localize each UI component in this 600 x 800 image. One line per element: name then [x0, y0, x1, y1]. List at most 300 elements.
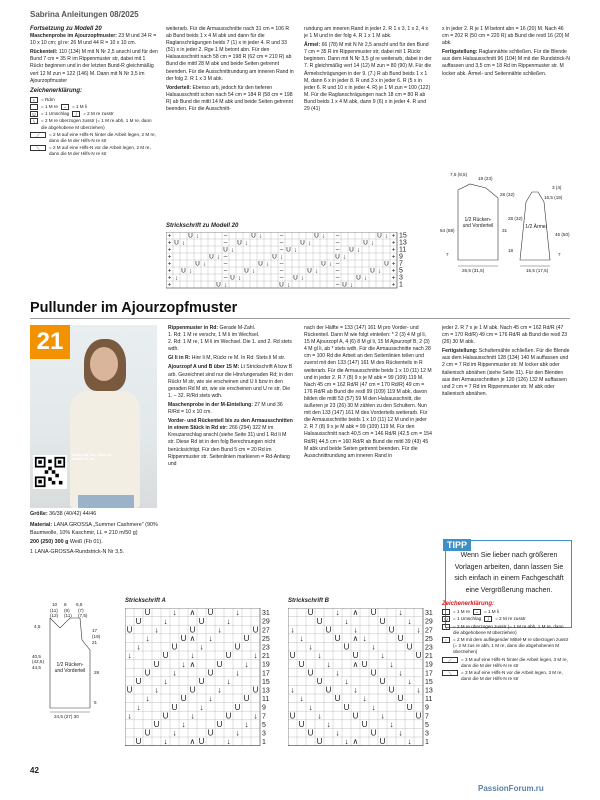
chart-stitch-symbol: ↓ — [154, 685, 159, 695]
chart-stitch-symbol: + — [167, 253, 172, 261]
chart-stitch-symbol: U — [316, 737, 323, 747]
material-line: Material: LANA GROSSA „Summer Cashmere" (90% Baumwolle, 10% Kaschmir, LL = 210 m/50 g) — [30, 522, 158, 536]
chart-stitch-symbol: ↓ — [251, 267, 256, 275]
chart-row-label: 31 — [262, 610, 270, 618]
section-title: Pullunder im Ajourzopfmuster — [30, 300, 238, 316]
chart-stitch-symbol: ↓ — [321, 232, 326, 240]
chart-row-label: 15 — [399, 232, 407, 240]
chart-stitch-symbol: ↓ — [253, 651, 258, 661]
chart-stitch-symbol: U — [272, 253, 277, 261]
chart-stitch-symbol: ∧ — [352, 659, 359, 669]
chart-stitch-symbol: U — [174, 239, 179, 247]
chart-stitch-symbol: U — [406, 702, 413, 712]
chart-stitch-symbol: – — [335, 239, 340, 247]
chart-stitch-symbol: U — [307, 267, 312, 275]
chart-row-label: 29 — [262, 618, 270, 626]
chart-title-b: Strickschrift B — [288, 598, 330, 604]
chart-stitch-symbol: U — [216, 659, 223, 669]
chart-stitch-symbol: ↓ — [216, 253, 221, 261]
chart-stitch-symbol: U — [361, 720, 368, 729]
chart-stitch-symbol: ↓ — [265, 260, 270, 268]
chart-stitch-symbol: U — [198, 616, 205, 626]
chart-stitch-symbol: + — [391, 267, 396, 275]
chart-grid-b — [288, 608, 443, 758]
amount-line: 200 (250) 300 g Weiß (Fb 01). — [30, 539, 103, 546]
chart-stitch-symbol: + — [167, 246, 172, 254]
chart-stitch-symbol: U — [343, 702, 350, 712]
chart-stitch-symbol: ↓ — [299, 634, 304, 643]
chart-stitch-symbol: U — [189, 625, 196, 635]
chart-row-label: 7 — [399, 260, 403, 268]
body-para: Rippenmuster in Rd: Gerade M-Zahl. 1. Rd: 1 M re verschr, 1 M li im Wechsel. 2. Rd: 1 M re, 1 M li im Wechsel. Die 1. und 2. Rd stets wdh. — [168, 325, 292, 353]
chart-stitch-symbol: U — [415, 651, 422, 661]
chart-stitch-symbol: – — [279, 260, 284, 268]
knitting-chart-model20 — [166, 232, 411, 292]
chart-stitch-symbol: U — [153, 720, 160, 729]
chart-stitch-symbol: U — [379, 677, 386, 686]
purl-symbol-icon: – — [473, 609, 481, 615]
chart-stitch-symbol: ↓ — [407, 737, 412, 747]
chart-stitch-symbol: U — [325, 625, 332, 635]
chart-stitch-symbol: U — [244, 267, 249, 275]
legend-top — [30, 97, 158, 158]
chart-stitch-symbol: U — [316, 677, 323, 686]
body-column-1 — [168, 325, 294, 470]
chart-row-label: 7 — [425, 713, 429, 721]
chart-stitch-symbol: ↓ — [199, 702, 204, 712]
top-column-2 — [166, 26, 294, 115]
chart-stitch-symbol: ↓ — [136, 702, 141, 712]
chart-stitch-symbol: U — [397, 694, 404, 704]
legend-item: \ = 2 M re überzogen zusstr (= 1 M re abh, 1 M re, dann die abgehobene M überziehen) — [30, 118, 158, 130]
size-line: Größe: 36/38 (40/42) 44/46 — [30, 511, 97, 517]
chart-stitch-symbol: – — [279, 232, 284, 240]
chart-stitch-symbol: U — [352, 651, 359, 661]
chart-stitch-symbol: – — [223, 253, 228, 261]
chart-grid-top — [166, 232, 411, 292]
body-para: Gl li in R: Hinr li M, Rückr re M. In Rd: Stets li M str. — [168, 355, 286, 362]
chart-stitch-symbol: U — [377, 232, 382, 240]
chart-stitch-symbol: ↓ — [328, 260, 333, 268]
chart-stitch-symbol: U — [207, 668, 214, 678]
chart-title-a: Strickschrift A — [125, 598, 166, 604]
ssk-symbol-icon: \ — [30, 118, 38, 124]
chart-stitch-symbol: ↓ — [335, 668, 340, 678]
chart-row-label: 11 — [399, 246, 407, 254]
chart-row-label: 5 — [399, 267, 403, 275]
chart-row-label: 13 — [425, 687, 433, 695]
legend-heading-bottom: Zeichenerklärung: — [442, 601, 495, 607]
front-paragraph: Vorderteil: Ebenso arb, jedoch für den tieferen Halsausschnitt schon nach 54 cm = 184 R (58 cm = 198 R) ab Bund die mittl 14 M abk und beide Seiten getrennt beenden. Für die Ausschnitt- — [166, 84, 293, 113]
chart-stitch-symbol: U — [171, 702, 178, 712]
chart-stitch-symbol: – — [223, 260, 228, 268]
body-para: Ajourzopf A und B über 15 M: Lt Strickschrift A bzw B arb. Gezeichnet sind nur die Hinr/ungeraden Rd; in den Rückr M str, wie sie erscheinen und U li bzw in den geraden Rd M str, wie sie erscheinen und U re str. Die 1. – 32. R/Rd stets wdh. — [168, 364, 293, 399]
chart-stitch-symbol: U — [352, 711, 359, 721]
sleeve-paragraph: Ärmel: 66 (78) M mit N Nr 2,5 anschl und für den Bund 7 cm = 35 R im Rippenmuster str, dabei mit 1 Rückr beginnen. Dann mit N Nr 3,5 gl re weiterarb, dabei in der 7. R gleichmäßig vert 14 (12) M zun = 80 (90) M. Für die Ärmelschrägungen in der 9. (7.) R ab Bund beids 1 x 1 M, dann 6 x in jeder 8. R und 3 x in jeder 6. R (5 x in jeder 6. R und 10 x in jeder 4. R) je 1 M zun = 100 (122) M. Für die Raglanschrägungen nach 18 cm = 80 R ab Bund beids 1 x 4 M abk, dann 9 (6) x in jeder 4. R und 29 (41) — [304, 42, 432, 113]
chart-row-label: 11 — [425, 696, 433, 704]
chart-stitch-symbol: – — [223, 239, 228, 247]
chart-stitch-symbol: ↓ — [363, 274, 368, 282]
body-column-3 — [442, 325, 570, 400]
top-column-1 — [30, 26, 158, 159]
chart-row-label: 1 — [425, 739, 429, 747]
chart-stitch-symbol: ∧ — [189, 634, 196, 643]
chart-stitch-symbol: – — [335, 274, 340, 282]
chart-stitch-symbol: U — [307, 728, 314, 738]
chart-stitch-symbol: ↓ — [317, 711, 322, 721]
chart-stitch-symbol: – — [335, 260, 340, 268]
chart-stitch-symbol: U — [286, 246, 291, 254]
chart-stitch-symbol: U — [126, 625, 133, 635]
chart-stitch-symbol: ↓ — [279, 253, 284, 261]
chart-stitch-symbol: ↓ — [290, 625, 295, 635]
chart-stitch-symbol: ↓ — [199, 642, 204, 652]
chart-stitch-symbol: U — [223, 246, 228, 254]
chart-stitch-symbol: U — [188, 232, 193, 240]
chart-stitch-symbol: U — [321, 260, 326, 268]
section-divider — [30, 318, 570, 319]
chart-stitch-symbol: U — [307, 608, 314, 618]
chart-stitch-symbol: ↓ — [356, 246, 361, 254]
chart-stitch-symbol: ↓ — [253, 711, 258, 721]
chart-row-label: 25 — [425, 635, 433, 643]
ssk-symbol-icon: \ — [442, 624, 450, 630]
chart-stitch-symbol: ↓ — [172, 608, 177, 618]
chart-stitch-symbol: ∧ — [352, 634, 359, 643]
material-block — [30, 511, 158, 558]
chart-stitch-symbol: U — [144, 668, 151, 678]
chart-row-label: 19 — [262, 661, 270, 669]
chart-stitch-symbol: – — [279, 274, 284, 282]
chart-stitch-symbol: ↓ — [172, 668, 177, 678]
chart-row-label: 27 — [262, 627, 270, 635]
chart-stitch-symbol: + — [167, 239, 172, 247]
chart-row-label: 1 — [262, 739, 266, 747]
chart-stitch-symbol: ↓ — [127, 711, 132, 721]
legend-item: U = 1 Umschlag / = 2 M re zusstr — [442, 616, 570, 622]
chart-stitch-symbol: ↓ — [384, 232, 389, 240]
video-qr-code-icon[interactable] — [33, 455, 67, 489]
chart-stitch-symbol: U — [258, 260, 263, 268]
tip-label: TIPP — [443, 539, 471, 551]
chart-stitch-symbol: ↓ — [181, 659, 186, 669]
chart-stitch-symbol: U — [334, 694, 341, 704]
chart-row-label: 27 — [425, 627, 433, 635]
chart-stitch-symbol: U — [135, 677, 142, 686]
chart-stitch-symbol: U — [216, 720, 223, 729]
chart-stitch-symbol: U — [181, 267, 186, 275]
needles-line: 1 LANA-GROSSA-Rundstrick-N Nr 3,5. — [30, 548, 125, 555]
chart-stitch-symbol: U — [370, 267, 375, 275]
chart-stitch-symbol: U — [314, 232, 319, 240]
top-column-3 — [304, 26, 432, 115]
gauge-paragraph: Maschenprobe im Ajourzopfmuster: 23 M und 34 R = 10 x 10 cm; gl re: 26 M und 44 R = 10 x 10 cm. — [30, 33, 157, 47]
chart-stitch-symbol: U — [363, 239, 368, 247]
chart-stitch-symbol: ↓ — [362, 634, 367, 643]
chart-row-label: 15 — [425, 678, 433, 686]
legend-item: \ = 2 M re überzogen zusstr (= 1 M re abh, 1 M re, dann die abgehobene M überziehen) — [442, 624, 570, 636]
chart-stitch-symbol: ↓ — [380, 651, 385, 661]
chart-stitch-symbol: + — [167, 274, 172, 282]
sleeve-end-paragraph: x in jeder 2. R je 1 M betont abn = 16 (20) M. Nach 46 cm = 202 R (50 cm = 220 R) ab Bund die restl 16 (20) M abk. — [442, 26, 570, 47]
chart-stitch-symbol: U — [162, 651, 169, 661]
schematic-model21: 10 8 6,5 (11) (9) (7) (12) (11) (7,5) 4,5 17 (19) 21 40,5 (42,5) 44,5 28 5 1/2 Rücken- und Vorderteil 24,5 (27) 30 — [30, 600, 120, 720]
chart-stitch-symbol: U — [237, 239, 242, 247]
chart-stitch-symbol: U — [298, 720, 305, 729]
chart-stitch-symbol: U — [406, 642, 413, 652]
legend-item: ⟋ = 3 M auf eine Hilfs-N hinter die Arbeit legen, 3 M re, dann die M der Hilfs-N re str — [442, 657, 570, 669]
chart-stitch-symbol: – — [223, 232, 228, 240]
chart-stitch-symbol: U — [144, 608, 151, 618]
chart-stitch-symbol: U — [216, 281, 221, 289]
chart-row-label: 9 — [399, 253, 403, 261]
chart-stitch-symbol: ↓ — [308, 702, 313, 712]
chart-stitch-symbol: U — [289, 711, 296, 721]
chart-stitch-symbol: ↓ — [407, 616, 412, 626]
chart-stitch-symbol: ↓ — [335, 608, 340, 618]
chart-row-label: 23 — [425, 644, 433, 652]
chart-stitch-symbol: – — [223, 274, 228, 282]
knit-symbol-icon — [30, 104, 38, 110]
chart-row-label: 5 — [262, 721, 266, 729]
top-column-4 — [442, 26, 570, 80]
chart-stitch-symbol: ↓ — [208, 694, 213, 704]
chart-stitch-symbol: ↓ — [344, 737, 349, 747]
cable-front-symbol-icon: ⟍ — [442, 670, 458, 676]
chart-row-label: 19 — [425, 661, 433, 669]
chart-stitch-symbol: ↓ — [335, 728, 340, 738]
schematic-model20: 7,5 (8,5) 19 (23) 3 (4) 16,5 (19) 28 (32) 28 (32) 54 (58) 31 18 46 (50) 1/2 Rücken- und Vorderteil 1/2 Ärmel 26,5 (31,5) 15,5 (17,5) 7 7 — [440, 170, 575, 280]
page-header: Sabrina Anleitungen 08/2025 — [30, 10, 139, 19]
chart-stitch-symbol: U — [316, 616, 323, 626]
chart-stitch-symbol: ↓ — [299, 694, 304, 704]
chart-stitch-symbol: – — [335, 281, 340, 289]
chart-stitch-symbol: ↓ — [370, 239, 375, 247]
chart-row-label: 9 — [425, 704, 429, 712]
chart-stitch-symbol: ↓ — [389, 720, 394, 729]
chart-stitch-symbol: U — [379, 737, 386, 747]
chart-row-label: 23 — [262, 644, 270, 652]
chart-stitch-symbol: – — [279, 246, 284, 254]
chart-stitch-symbol: ↓ — [290, 685, 295, 695]
chart-stitch-symbol: ↓ — [190, 711, 195, 721]
chart-stitch-symbol: ∧ — [189, 737, 196, 747]
chart-stitch-symbol: U — [361, 659, 368, 669]
legend-bottom — [442, 598, 570, 683]
chart-stitch-symbol: ↓ — [344, 677, 349, 686]
chart-stitch-symbol: U — [251, 232, 256, 240]
chart-stitch-symbol: ↓ — [308, 642, 313, 652]
k2tog-symbol-icon: / — [484, 616, 492, 622]
chart-stitch-symbol: ↓ — [226, 677, 231, 686]
chart-stitch-symbol: ↓ — [371, 702, 376, 712]
chart-stitch-symbol: U — [325, 685, 332, 695]
chart-stitch-symbol: ↓ — [244, 239, 249, 247]
chart-row-label: 3 — [262, 730, 266, 738]
chart-stitch-symbol: ↓ — [163, 616, 168, 626]
chart-stitch-symbol: + — [391, 246, 396, 254]
chart-stitch-symbol: ↓ — [286, 281, 291, 289]
s2kp-symbol-icon: ↑ — [442, 637, 450, 643]
chart-row-label: 3 — [425, 730, 429, 738]
chart-stitch-symbol: ↓ — [154, 625, 159, 635]
chart-stitch-symbol: ↓ — [181, 720, 186, 729]
knitting-chart-b — [288, 608, 443, 758]
chart-stitch-symbol: U — [189, 685, 196, 695]
model-number-badge: 21 — [30, 325, 70, 359]
chart-stitch-symbol: U — [298, 659, 305, 669]
chart-stitch-symbol: ↓ — [181, 239, 186, 247]
chart-stitch-symbol: ∧ — [352, 608, 359, 618]
chart-stitch-symbol: ↓ — [353, 625, 358, 635]
chart-stitch-symbol: ↓ — [293, 246, 298, 254]
chart-stitch-symbol: ∧ — [189, 659, 196, 669]
continuation-heading: Fortsetzung zu Modell 20 — [30, 26, 102, 32]
chart-stitch-symbol: U — [180, 634, 187, 643]
chart-row-label: 1 — [399, 281, 403, 289]
chart-stitch-symbol: ↓ — [208, 634, 213, 643]
chart-stitch-symbol: ↓ — [145, 694, 150, 704]
chart-stitch-symbol: ↓ — [202, 260, 207, 268]
chart-stitch-symbol: ↓ — [344, 616, 349, 626]
chart-stitch-symbol: – — [279, 239, 284, 247]
chart-stitch-symbol: ↓ — [195, 232, 200, 240]
legend-item: ⟍ = 2 M auf eine Hilfs-N vor die Arbeit legen, 2 M re, dann die M der Hilfs-N re str — [30, 145, 158, 157]
chart-stitch-symbol: U — [370, 668, 377, 678]
chart-stitch-symbol: ↓ — [407, 677, 412, 686]
chart-stitch-symbol: U — [300, 239, 305, 247]
chart-row-label: 11 — [262, 696, 270, 704]
chart-stitch-symbol: ↓ — [230, 246, 235, 254]
chart-stitch-symbol: ↓ — [163, 677, 168, 686]
body-para: Maschenprobe in der M-Einteilung: 27 M und 36 R/Rd = 10 x 10 cm. — [168, 401, 283, 416]
chart-stitch-symbol: ↓ — [127, 651, 132, 661]
neck-paragraph: rundung am inneren Rand in jeder 2. R 1 x 3, 1 x 2, 4 x je 1 M und in der folg 4. R 1 x 1 M abk. — [304, 26, 429, 40]
chart-stitch-symbol: ∧ — [352, 737, 359, 747]
chart-stitch-symbol: – — [335, 246, 340, 254]
chart-stitch-symbol: U — [293, 274, 298, 282]
chart-row-label: 29 — [425, 618, 433, 626]
chart-stitch-symbol: U — [388, 685, 395, 695]
chart-stitch-symbol: ↓ — [314, 267, 319, 275]
selvedge-symbol-icon: + — [30, 97, 38, 103]
chart-stitch-symbol: ↓ — [226, 616, 231, 626]
chart-row-label: 31 — [425, 610, 433, 618]
chart-stitch-symbol: ↓ — [349, 281, 354, 289]
legend-item: = 1 M re – = 1 M li — [30, 104, 158, 110]
chart-stitch-symbol: ∧ — [189, 608, 196, 618]
legend-item: = 1 M re – = 1 M li — [442, 609, 570, 615]
chart-stitch-symbol: U — [252, 625, 259, 635]
chart-stitch-symbol: + — [391, 232, 396, 240]
chart-stitch-symbol: + — [391, 253, 396, 261]
chart-row-label: 17 — [425, 670, 433, 678]
chart-stitch-symbol: + — [391, 281, 396, 289]
chart-stitch-symbol: ↓ — [235, 668, 240, 678]
chart-stitch-symbol: U — [195, 260, 200, 268]
chart-stitch-symbol: U — [335, 253, 340, 261]
photo-face — [90, 347, 118, 381]
chart-stitch-symbol: + — [167, 281, 172, 289]
chart-stitch-symbol: ↓ — [172, 728, 177, 738]
chart-stitch-symbol: U — [370, 608, 377, 618]
chart-stitch-symbol: ↓ — [190, 651, 195, 661]
chart-stitch-symbol: U — [384, 260, 389, 268]
chart-stitch-symbol: U — [334, 634, 341, 643]
body-para: Fertigstellung: Schulternähte schließen. Für die Blende aus dem Halsausschnitt 128 (134) 140 M auffassen und 2 cm = 7 Rd im Rippenmuster str. M locker abk oder italienisch abnähen (siehe Seite 31). Für den Blenden aus den Armausschnitten je 120 (126) 132 M auffassen und 2 cm = 7 Rd im Rippenmuster str. M abk oder italienisch abnähen. — [442, 348, 570, 397]
chart-row-label: 25 — [262, 635, 270, 643]
chart-stitch-symbol: U — [198, 677, 205, 686]
chart-stitch-symbol: U — [209, 253, 214, 261]
chart-stitch-symbol: U — [234, 642, 241, 652]
chart-title-model20: Strickschrift zu Modell 20 — [166, 223, 239, 229]
chart-stitch-symbol: U — [230, 274, 235, 282]
chart-stitch-symbol: ↓ — [398, 668, 403, 678]
chart-stitch-symbol: ↓ — [217, 685, 222, 695]
chart-stitch-symbol: ↓ — [326, 720, 331, 729]
chart-stitch-symbol: U — [388, 625, 395, 635]
chart-stitch-symbol: ↓ — [244, 659, 249, 669]
chart-stitch-symbol: ↓ — [217, 625, 222, 635]
chart-stitch-symbol: ↓ — [136, 642, 141, 652]
chart-stitch-symbol: – — [279, 267, 284, 275]
chart-row-label: 17 — [262, 670, 270, 678]
chart-stitch-symbol: U — [356, 274, 361, 282]
legend-item: ↑ = 2 M mit dem aufliegender Mittel-M re überzogen zusstr (= 2 M zus re abh, 1 M re, dann die abgehobenen M überziehen) — [442, 637, 570, 656]
chart-stitch-symbol: ↓ — [307, 239, 312, 247]
chart-stitch-symbol: ↓ — [416, 685, 421, 695]
chart-stitch-symbol: – — [223, 267, 228, 275]
chart-stitch-symbol: ↓ — [398, 608, 403, 618]
chart-stitch-symbol: ↓ — [377, 267, 382, 275]
chart-row-label: 13 — [399, 239, 407, 247]
chart-stitch-symbol: ↓ — [342, 253, 347, 261]
chart-stitch-symbol: U — [243, 634, 250, 643]
chart-stitch-symbol: + — [391, 260, 396, 268]
chart-stitch-symbol: U — [289, 651, 296, 661]
cable-back-symbol-icon: ⟋ — [30, 132, 46, 138]
chart-stitch-symbol: U — [243, 694, 250, 704]
chart-stitch-symbol: U — [225, 651, 232, 661]
chart-stitch-symbol: ↓ — [371, 642, 376, 652]
photo-jeans — [78, 495, 134, 508]
chart-stitch-symbol: U — [135, 616, 142, 626]
chart-stitch-symbol: + — [391, 239, 396, 247]
chart-stitch-symbol: U — [343, 642, 350, 652]
chart-stitch-symbol: ↓ — [380, 711, 385, 721]
chart-stitch-symbol: U — [415, 711, 422, 721]
chart-stitch-symbol: ↓ — [416, 625, 421, 635]
body-para: jeder 2. R 7 x je 1 M abk. Nach 45 cm = 162 Rd/R (47 cm = 170 Rd/R) 49 cm = 176 Rd/R ab Bund die restl 23 (26) 30 M abk. — [442, 325, 568, 346]
page-number: 42 — [30, 766, 39, 775]
chart-stitch-symbol: – — [335, 267, 340, 275]
chart-stitch-symbol: + — [391, 274, 396, 282]
chart-stitch-symbol: U — [198, 737, 205, 747]
cable-front-symbol-icon: ⟍ — [30, 145, 46, 151]
chart-stitch-symbol: + — [167, 232, 172, 240]
body-para: nach der Hälfte = 133 (147) 161 M pro Vorder- und Rückenteil. Dann M wie folgt einteilen: * 2 (3) 4 M gl li, 15 M Ajourzopf A, 4 (6) 8 M gl li, 15 M Ajourzopf B, 2 (3) 4 M gl li, ab * stets wdh. Für die Armausschnitte nach 28 cm = 100 Rd die Arbeit an den Seitenlinien teilen und zuerst mit den 133 (147) 161 M des Rückenteils in R weiterarb. Für die Armausschnitte beids 1 x 10 (11) 12 M und in jeder 2. R 7 (8) 9 x je M abk = 99 (109) 119 M. Nach 45 cm = 162 Rd/R (47 cm = 170 Rd/R) 49 cm = 176 Rd/R ab Bund die restl 99 (109) 119 M abk, davon bilden die mittl 53 (57) 59 M den Halsausschnitt, die äußeren je 23 (26) 30 M zählen zu den Schultern. Nun mit den 133 (147) 161 M des Vorderteils weiterarb. Für die Armausschnitte beids 1 x 10 (11) 12 M und in jeder 2. R 7 (8) 9 x je M abk = 99 (109) 119 M. Für den Halsausschnitt nach 40,5 cm = 146 Rd/R (42,5 cm = 154 Rd/R) 44,5 cm = 160 Rd/R ab Bund die mittl 39 (43) 45 M abk und beide Seiten getrennt beenden. Für die Ausschnittrundung am inneren Rand in — [304, 325, 432, 459]
chart-stitch-symbol: ↓ — [174, 274, 179, 282]
chart-stitch-symbol: U — [180, 694, 187, 704]
chart-stitch-symbol: ↓ — [353, 685, 358, 695]
chart-row-label: 9 — [262, 704, 266, 712]
chart-stitch-symbol: + — [167, 267, 172, 275]
cable-back-symbol-icon: ⟋ — [442, 657, 458, 663]
chart-stitch-symbol: U — [225, 711, 232, 721]
chart-stitch-symbol: ↓ — [389, 659, 394, 669]
chart-stitch-symbol: U — [135, 737, 142, 747]
back-paragraph: Rückenteil: 110 (134) M mit N Nr 2,5 anschl und für den Bund 7 cm = 35 R im Rippenmuster str, dabei mit 1 Rückr beginnen und in der letzten Bund-R gleichmäßig vert 12 M zun = 122 (146) M. Dann mit N Nr 3,5 im Ajourzopfmuster — [30, 49, 158, 84]
